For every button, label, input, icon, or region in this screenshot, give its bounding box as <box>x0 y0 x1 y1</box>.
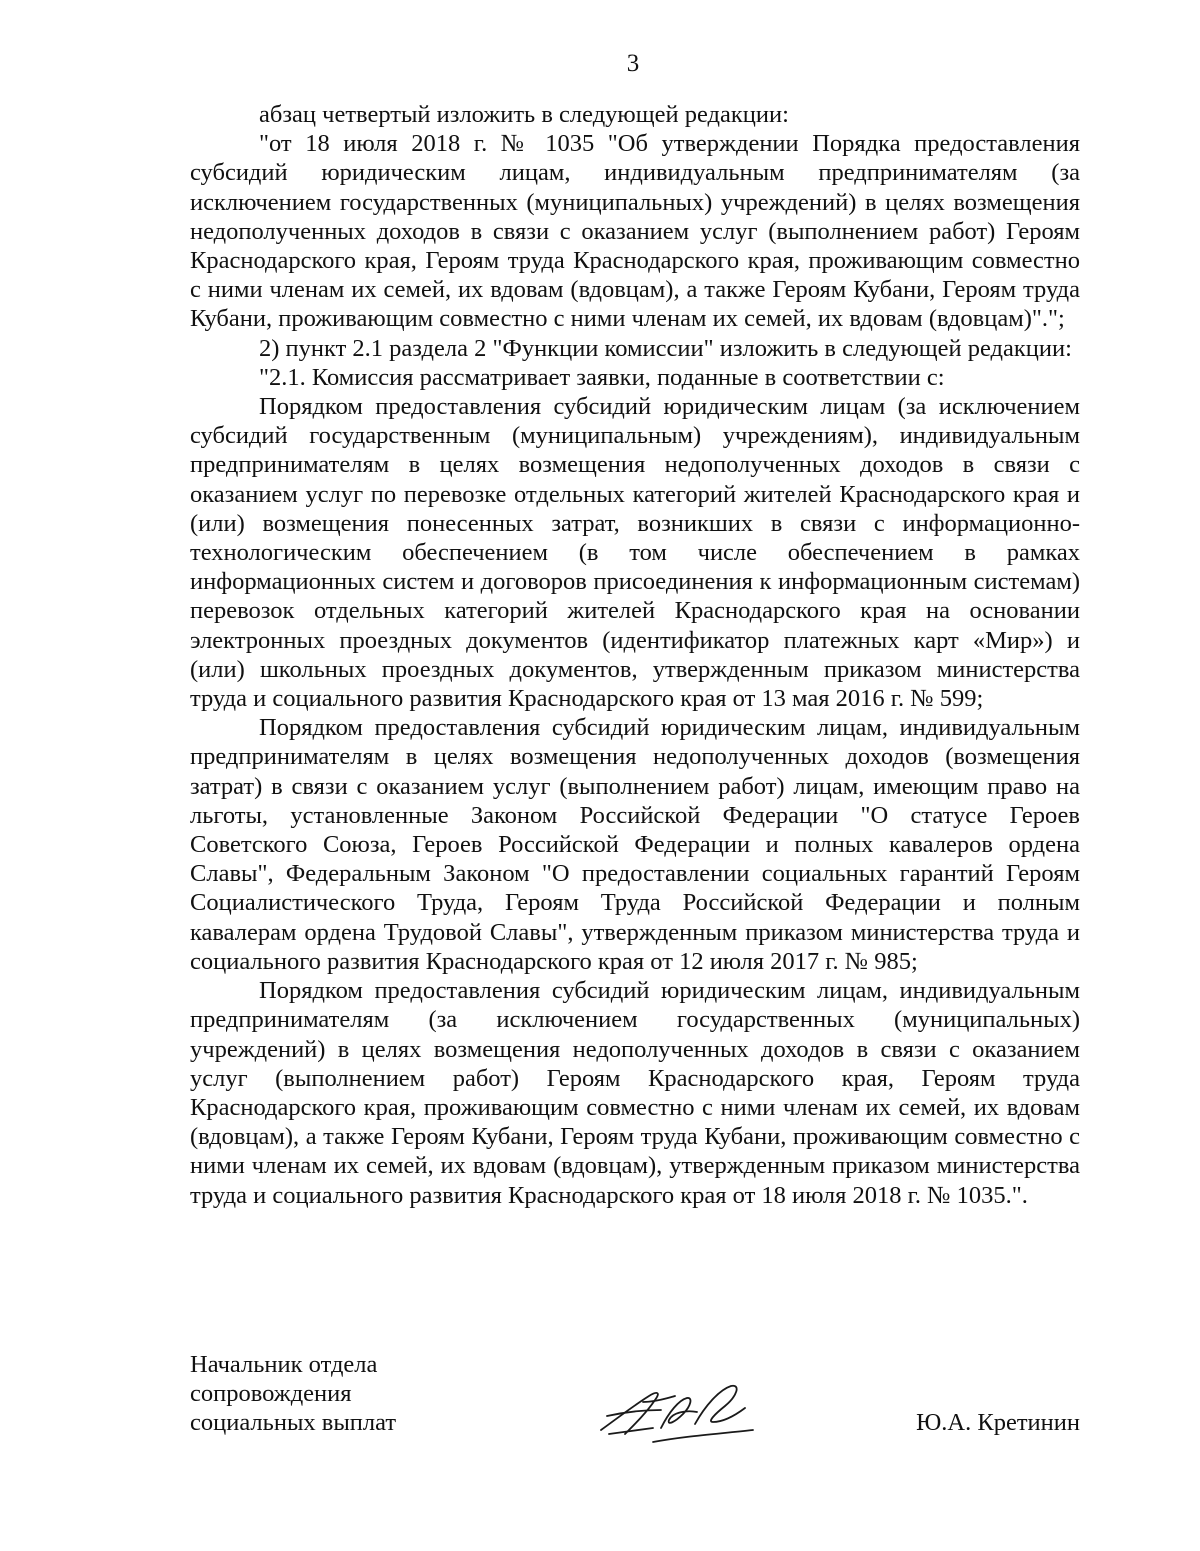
paragraph-point-2-1-intro: 2) пункт 2.1 раздела 2 "Функции комиссии" изложить в следующей редакции: <box>259 334 1072 362</box>
paragraph-amendment-intro: абзац четвертый изложить в следующей редакции: <box>259 101 789 128</box>
paragraph-order-599: Порядком предоставления субсидий юридическим лицам (за исключением субсидий государственным (муниципальным) учреждениям), индивидуальным предпринимателям в целях возмещения недополученных доходов в связи с оказанием услуг по перевозке отдельных категорий жителей Краснодарского края и (или) возмещения понесенных затрат, возникших в связи с информационно-технологическим обеспечением (в том числе обеспечением в рамках информационных систем и договоров присоединения к информационным системам) перевозок отдельных категорий жителей Краснодарского края на основании электронных проездных документов (идентификатор платежных карт «Мир») и (или) школьных проездных документов, утвержденным приказом министерства труда и социального развития Краснодарского края от 13 мая 2016 г. № 599; <box>190 393 1080 713</box>
signatory-position-line: Начальник отдела <box>190 1351 378 1378</box>
signatory-position <box>190 1350 396 1438</box>
paragraph-order-985: Порядком предоставления субсидий юридическим лицам, индивидуальным предпринимателям в целях возмещения недополученных доходов (возмещения затрат) в связи с оказанием услуг (выполнением работ) лицам, имеющим право на льготы, установленные Законом Российской Федерации "О статусе Героев Советского Союза, Героев Российской Федерации и полных кавалеров ордена Славы", Федеральным Законом "О предоставлении социальных гарантий Героям Социалистического Труда, Героям Труда Российской Федерации и полным кавалерам ордена Трудовой Славы", утвержденным приказом министерства труда и социального развития Краснодарского края от 12 июля 2017 г. № 985; <box>190 714 1080 975</box>
signatory-name: Ю.А. Кретинин <box>916 1409 1080 1436</box>
page-number: 3 <box>626 50 640 77</box>
signatory-position-line: социальных выплат <box>190 1409 397 1437</box>
paragraph-commission-scope: "2.1. Комиссия рассматривает заявки, поданные в соответствии с: <box>259 363 945 391</box>
paragraph-order-title: "от 18 июля 2018 г. № 1035 "Об утверждении Порядка предоставления субсидий юридическим лицам, индивидуальным предпринимателям (за исключением государственных (муниципальных) учреждений) в целях возмещения недополученных доходов в связи с оказанием услуг (выполнением работ) Героям Краснодарского края, Героям труда Краснодарского края, проживающим совместно с ними членам их семей, их вдовам (вдовцам), а также Героям Кубани, Героям труда Кубани, проживающим совместно с ними членам их семей, их вдовам (вдовцам)"."; <box>190 130 1080 333</box>
signatory-position-line: сопровождения <box>190 1380 352 1408</box>
handwritten-signature <box>595 1372 765 1452</box>
signature-block <box>190 1350 1080 1470</box>
paragraph-order-1035: Порядком предоставления субсидий юридическим лицам, индивидуальным предпринимателям (за исключением государственных (муниципальных) учреждений) в целях возмещения недополученных доходов в связи с оказанием услуг (выполнением работ) Героям Краснодарского края, Героям труда Краснодарского края, проживающим совместно с ними членам их семей, их вдовам (вдовцам), а также Героям Кубани, Героям труда Кубани, проживающим совместно с ними членам их семей, их вдовам (вдовцам), утвержденным приказом министерства труда и социального развития Краснодарского края от 18 июля 2018 г. № 1035.". <box>190 977 1080 1209</box>
document-body <box>190 100 1080 1210</box>
